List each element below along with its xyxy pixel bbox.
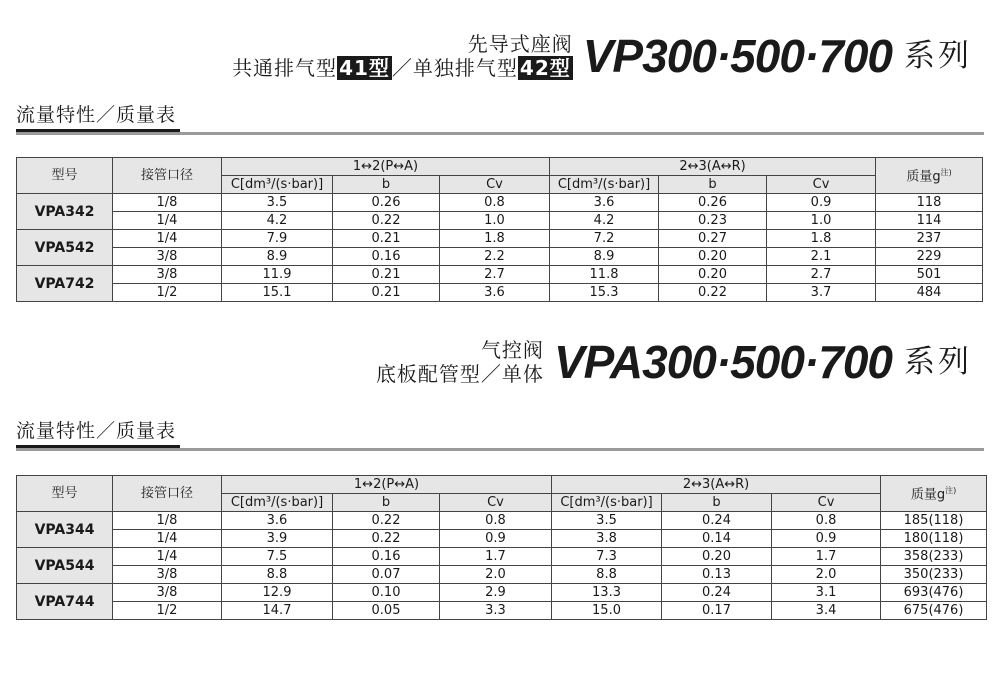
cv1-cell: 3.6 — [440, 284, 550, 302]
col-group-p-a: 1↔2(P↔A) — [222, 158, 550, 176]
cv1-cell: 2.2 — [440, 248, 550, 266]
cv2-cell: 1.7 — [772, 548, 881, 566]
b1-cell: 0.05 — [333, 602, 440, 620]
subheading-text: 流量特性／质量表 — [16, 102, 180, 132]
flow-mass-table — [16, 475, 987, 620]
model-cell: VPA544 — [17, 548, 113, 584]
table-row — [17, 266, 983, 284]
col-header-b: b — [333, 494, 440, 512]
cv2-cell: 2.1 — [767, 248, 876, 266]
c2-cell: 8.9 — [550, 248, 659, 266]
table-row — [17, 548, 987, 566]
cv2-cell: 1.8 — [767, 230, 876, 248]
b1-cell: 0.22 — [333, 212, 440, 230]
b1-cell: 0.21 — [333, 266, 440, 284]
mass-cell: 675(476) — [881, 602, 987, 620]
series-model-title: VPA300·500·700 — [553, 336, 892, 388]
cv2-cell: 2.7 — [767, 266, 876, 284]
col-header-b: b — [659, 176, 767, 194]
port-cell: 1/8 — [113, 512, 222, 530]
b1-cell: 0.16 — [333, 548, 440, 566]
col-header-b: b — [333, 176, 440, 194]
type-label-individual: ／单独排气型 — [391, 56, 518, 80]
cv2-cell: 3.7 — [767, 284, 876, 302]
b2-cell: 0.20 — [659, 248, 767, 266]
mass-cell: 118 — [876, 194, 983, 212]
model-cell: VPA744 — [17, 584, 113, 620]
mass-label: 质量g — [910, 487, 946, 503]
c1-cell: 7.5 — [222, 548, 333, 566]
c2-cell: 15.0 — [552, 602, 662, 620]
cv1-cell: 1.7 — [440, 548, 552, 566]
c1-cell: 3.9 — [222, 530, 333, 548]
section-subheading — [16, 102, 984, 135]
col-header-mass — [876, 158, 983, 194]
cv1-cell: 0.9 — [440, 530, 552, 548]
col-header-cv: Cv — [440, 494, 552, 512]
c2-cell: 8.8 — [552, 566, 662, 584]
port-cell: 3/8 — [113, 584, 222, 602]
col-header-c: C[dm³/(s·bar)] — [222, 176, 333, 194]
model-cell: VPA344 — [17, 512, 113, 548]
cv1-cell: 3.3 — [440, 602, 552, 620]
model-cell: VPA342 — [17, 194, 113, 230]
series-header-text — [232, 32, 573, 80]
c2-cell: 11.8 — [550, 266, 659, 284]
c1-cell: 3.6 — [222, 512, 333, 530]
cv1-cell: 1.0 — [440, 212, 550, 230]
series-header — [376, 334, 972, 390]
table-row — [17, 248, 983, 266]
cv1-cell: 2.9 — [440, 584, 552, 602]
c2-cell: 7.2 — [550, 230, 659, 248]
b1-cell: 0.10 — [333, 584, 440, 602]
c1-cell: 15.1 — [222, 284, 333, 302]
c2-cell: 15.3 — [550, 284, 659, 302]
table-row — [17, 284, 983, 302]
c1-cell: 14.7 — [222, 602, 333, 620]
b2-cell: 0.23 — [659, 212, 767, 230]
c2-cell: 7.3 — [552, 548, 662, 566]
b1-cell: 0.07 — [333, 566, 440, 584]
b1-cell: 0.22 — [333, 530, 440, 548]
c1-cell: 11.9 — [222, 266, 333, 284]
table-row — [17, 530, 987, 548]
subheading-text: 流量特性／质量表 — [16, 418, 180, 448]
mass-cell: 180(118) — [881, 530, 987, 548]
cv2-cell: 3.1 — [772, 584, 881, 602]
b1-cell: 0.16 — [333, 248, 440, 266]
col-group-a-r: 2↔3(A↔R) — [552, 476, 881, 494]
mass-cell: 114 — [876, 212, 983, 230]
c2-cell: 13.3 — [552, 584, 662, 602]
cv1-cell: 1.8 — [440, 230, 550, 248]
table-row — [17, 584, 987, 602]
col-header-c: C[dm³/(s·bar)] — [552, 494, 662, 512]
cv1-cell: 2.0 — [440, 566, 552, 584]
port-cell: 1/4 — [113, 230, 222, 248]
col-header-cv: Cv — [440, 176, 550, 194]
b2-cell: 0.22 — [659, 284, 767, 302]
cv2-cell: 0.8 — [772, 512, 881, 530]
b1-cell: 0.22 — [333, 512, 440, 530]
table-row — [17, 230, 983, 248]
series-type-line: 底板配管型／单体 — [375, 362, 544, 386]
c2-cell: 3.5 — [552, 512, 662, 530]
cv2-cell: 2.0 — [772, 566, 881, 584]
type-badge-42: 42型 — [519, 56, 571, 80]
port-cell: 3/8 — [113, 266, 222, 284]
table-row — [17, 212, 983, 230]
c1-cell: 12.9 — [222, 584, 333, 602]
mass-cell: 237 — [876, 230, 983, 248]
mass-note-mark: 注) — [940, 168, 952, 178]
col-header-c: C[dm³/(s·bar)] — [222, 494, 333, 512]
c1-cell: 7.9 — [222, 230, 333, 248]
model-cell: VPA742 — [17, 266, 113, 302]
mass-note-mark: 注) — [945, 486, 957, 496]
series-subtitle: 气控阀 — [480, 338, 544, 362]
cv1-cell: 2.7 — [440, 266, 550, 284]
mass-cell: 358(233) — [881, 548, 987, 566]
series-type-line — [232, 56, 573, 80]
table-row — [17, 512, 987, 530]
table-row — [17, 194, 983, 212]
cv2-cell: 0.9 — [767, 194, 876, 212]
col-header-port: 接管口径 — [113, 158, 222, 194]
b2-cell: 0.17 — [662, 602, 772, 620]
cv1-cell: 0.8 — [440, 194, 550, 212]
col-group-p-a: 1↔2(P↔A) — [222, 476, 552, 494]
col-header-b: b — [662, 494, 772, 512]
c1-cell: 8.8 — [222, 566, 333, 584]
series-subtitle: 先导式座阀 — [467, 32, 573, 56]
col-header-c: C[dm³/(s·bar)] — [550, 176, 659, 194]
col-header-model: 型号 — [17, 158, 113, 194]
b2-cell: 0.14 — [662, 530, 772, 548]
mass-cell: 185(118) — [881, 512, 987, 530]
cv2-cell: 0.9 — [772, 530, 881, 548]
c1-cell: 4.2 — [222, 212, 333, 230]
col-header-model: 型号 — [17, 476, 113, 512]
port-cell: 1/4 — [113, 212, 222, 230]
mass-cell: 484 — [876, 284, 983, 302]
mass-cell: 350(233) — [881, 566, 987, 584]
b1-cell: 0.21 — [333, 230, 440, 248]
c2-cell: 3.8 — [552, 530, 662, 548]
type-label-common: 共通排气型 — [232, 56, 338, 80]
c2-cell: 3.6 — [550, 194, 659, 212]
series-suffix: 系列 — [904, 38, 972, 74]
type-badge-41: 41型 — [339, 56, 390, 80]
section-subheading — [16, 418, 984, 451]
b2-cell: 0.20 — [659, 266, 767, 284]
port-cell: 1/2 — [113, 602, 222, 620]
b1-cell: 0.21 — [333, 284, 440, 302]
port-cell: 1/8 — [113, 194, 222, 212]
cv2-cell: 1.0 — [767, 212, 876, 230]
col-header-port: 接管口径 — [113, 476, 222, 512]
table-row — [17, 602, 987, 620]
c1-cell: 3.5 — [222, 194, 333, 212]
port-cell: 3/8 — [113, 566, 222, 584]
col-header-cv: Cv — [767, 176, 876, 194]
c1-cell: 8.9 — [222, 248, 333, 266]
series-header — [232, 28, 972, 84]
col-header-cv: Cv — [772, 494, 881, 512]
mass-cell: 229 — [876, 248, 983, 266]
b2-cell: 0.27 — [659, 230, 767, 248]
b2-cell: 0.26 — [659, 194, 767, 212]
table-row — [17, 566, 987, 584]
col-group-a-r: 2↔3(A↔R) — [550, 158, 876, 176]
b2-cell: 0.24 — [662, 512, 772, 530]
series-header-text — [376, 338, 544, 386]
port-cell: 1/4 — [113, 530, 222, 548]
col-header-mass — [881, 476, 987, 512]
b2-cell: 0.24 — [662, 584, 772, 602]
c2-cell: 4.2 — [550, 212, 659, 230]
mass-cell: 501 — [876, 266, 983, 284]
port-cell: 3/8 — [113, 248, 222, 266]
b2-cell: 0.20 — [662, 548, 772, 566]
cv2-cell: 3.4 — [772, 602, 881, 620]
model-cell: VPA542 — [17, 230, 113, 266]
mass-cell: 693(476) — [881, 584, 987, 602]
port-cell: 1/4 — [113, 548, 222, 566]
b2-cell: 0.13 — [662, 566, 772, 584]
series-model-title: VP300·500·700 — [582, 30, 892, 82]
port-cell: 1/2 — [113, 284, 222, 302]
mass-label: 质量g — [906, 169, 941, 185]
flow-mass-table — [16, 157, 983, 302]
b1-cell: 0.26 — [333, 194, 440, 212]
series-suffix: 系列 — [904, 344, 972, 380]
cv1-cell: 0.8 — [440, 512, 552, 530]
